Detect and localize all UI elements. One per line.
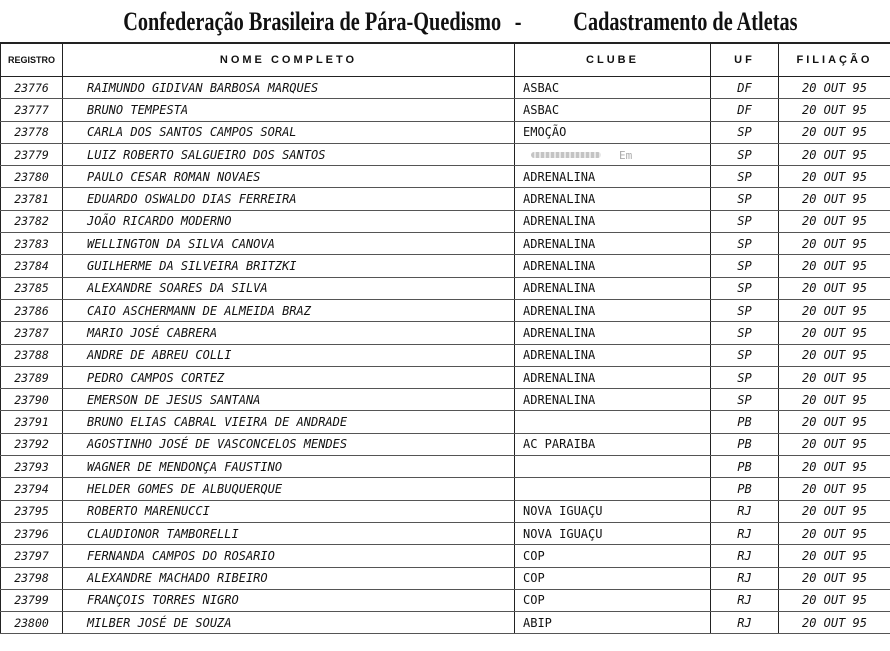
table-row <box>1 77 890 99</box>
table-row <box>1 277 890 299</box>
athletes-table <box>0 42 890 634</box>
table-row <box>1 389 890 411</box>
uf-cell: RJ <box>711 500 779 522</box>
uf-cell: SP <box>711 389 779 411</box>
clube-cell: ADRENALINA <box>515 255 711 277</box>
filiacao-cell: 20 OUT 95 <box>779 612 890 634</box>
uf-cell: PB <box>711 478 779 500</box>
filiacao-cell: 20 OUT 95 <box>779 255 890 277</box>
filiacao-cell: 20 OUT 95 <box>779 366 890 388</box>
nome-cell: JOÃO RICARDO MODERNO <box>63 210 515 232</box>
header-filiacao: FILIAÇÃO <box>779 43 890 77</box>
filiacao-cell: 20 OUT 95 <box>779 121 890 143</box>
clube-cell: ADRENALINA <box>515 277 711 299</box>
nome-cell: CARLA DOS SANTOS CAMPOS SORAL <box>63 121 515 143</box>
nome-cell: PEDRO CAMPOS CORTEZ <box>63 366 515 388</box>
uf-cell: SP <box>711 121 779 143</box>
nome-cell: FERNANDA CAMPOS DO ROSARIO <box>63 545 515 567</box>
table-row <box>1 255 890 277</box>
uf-cell: SP <box>711 299 779 321</box>
filiacao-cell: 20 OUT 95 <box>779 99 890 121</box>
clube-cell: ADRENALINA <box>515 344 711 366</box>
table-row <box>1 545 890 567</box>
registro-cell: 23791 <box>1 411 63 433</box>
table-body <box>1 77 890 634</box>
clube-cell: ADRENALINA <box>515 299 711 321</box>
filiacao-cell: 20 OUT 95 <box>779 500 890 522</box>
registro-cell: 23783 <box>1 233 63 255</box>
table-row <box>1 612 890 634</box>
clube-cell: ADRENALINA <box>515 166 711 188</box>
clube-cell: COP <box>515 589 711 611</box>
nome-cell: EDUARDO OSWALDO DIAS FERREIRA <box>63 188 515 210</box>
nome-cell: MILBER JOSÉ DE SOUZA <box>63 612 515 634</box>
table-row <box>1 121 890 143</box>
uf-cell: PB <box>711 456 779 478</box>
header-uf: UF <box>711 43 779 77</box>
filiacao-cell: 20 OUT 95 <box>779 589 890 611</box>
filiacao-cell: 20 OUT 95 <box>779 344 890 366</box>
filiacao-cell: 20 OUT 95 <box>779 77 890 99</box>
registro-cell: 23798 <box>1 567 63 589</box>
uf-cell: RJ <box>711 589 779 611</box>
nome-cell: GUILHERME DA SILVEIRA BRITZKI <box>63 255 515 277</box>
nome-cell: ROBERTO MARENUCCI <box>63 500 515 522</box>
registro-cell: 23793 <box>1 456 63 478</box>
clube-cell: COP <box>515 545 711 567</box>
clube-cell: ADRENALINA <box>515 322 711 344</box>
table-row <box>1 344 890 366</box>
filiacao-cell: 20 OUT 95 <box>779 411 890 433</box>
registro-cell: 23789 <box>1 366 63 388</box>
uf-cell: SP <box>711 188 779 210</box>
nome-cell: MARIO JOSÉ CABRERA <box>63 322 515 344</box>
nome-cell: ALEXANDRE MACHADO RIBEIRO <box>63 567 515 589</box>
table-row <box>1 322 890 344</box>
table-row <box>1 478 890 500</box>
uf-cell: SP <box>711 255 779 277</box>
registro-cell: 23800 <box>1 612 63 634</box>
clube-cell: NOVA IGUAÇU <box>515 522 711 544</box>
clube-cell: ADRENALINA <box>515 233 711 255</box>
uf-cell: SP <box>711 366 779 388</box>
nome-cell: LUIZ ROBERTO SALGUEIRO DOS SANTOS <box>63 143 515 165</box>
filiacao-cell: 20 OUT 95 <box>779 478 890 500</box>
clube-cell: ADRENALINA <box>515 389 711 411</box>
title-right: Cadastramento de Atletas <box>573 7 798 36</box>
registro-cell: 23785 <box>1 277 63 299</box>
clube-cell: ADRENALINA <box>515 188 711 210</box>
uf-cell: SP <box>711 277 779 299</box>
table-row <box>1 188 890 210</box>
registro-cell: 23786 <box>1 299 63 321</box>
table-row <box>1 522 890 544</box>
filiacao-cell: 20 OUT 95 <box>779 233 890 255</box>
scribble-mark <box>531 152 601 158</box>
clube-cell: ADRENALINA <box>515 210 711 232</box>
nome-cell: BRUNO ELIAS CABRAL VIEIRA DE ANDRADE <box>63 411 515 433</box>
clube-cell: NOVA IGUAÇU <box>515 500 711 522</box>
registro-cell: 23776 <box>1 77 63 99</box>
clube-cell: ADRENALINA <box>515 366 711 388</box>
table-row <box>1 456 890 478</box>
nome-cell: CLAUDIONOR TAMBORELLI <box>63 522 515 544</box>
scribble-text: Em <box>619 148 633 162</box>
header-nome: NOME COMPLETO <box>63 43 515 77</box>
filiacao-cell: 20 OUT 95 <box>779 322 890 344</box>
uf-cell: RJ <box>711 545 779 567</box>
nome-cell: RAIMUNDO GIDIVAN BARBOSA MARQUES <box>63 77 515 99</box>
uf-cell: RJ <box>711 522 779 544</box>
nome-cell: FRANÇOIS TORRES NIGRO <box>63 589 515 611</box>
nome-cell: WELLINGTON DA SILVA CANOVA <box>63 233 515 255</box>
nome-cell: PAULO CESAR ROMAN NOVAES <box>63 166 515 188</box>
filiacao-cell: 20 OUT 95 <box>779 433 890 455</box>
uf-cell: SP <box>711 166 779 188</box>
filiacao-cell: 20 OUT 95 <box>779 299 890 321</box>
title-left: Confederação Brasileira de Pára-Quedismo <box>123 7 502 36</box>
filiacao-cell: 20 OUT 95 <box>779 567 890 589</box>
clube-cell: COP <box>515 567 711 589</box>
clube-cell <box>515 143 711 165</box>
uf-cell: SP <box>711 233 779 255</box>
filiacao-cell: 20 OUT 95 <box>779 210 890 232</box>
uf-cell: SP <box>711 322 779 344</box>
uf-cell: PB <box>711 411 779 433</box>
table-row <box>1 433 890 455</box>
uf-cell: SP <box>711 210 779 232</box>
filiacao-cell: 20 OUT 95 <box>779 456 890 478</box>
uf-cell: SP <box>711 344 779 366</box>
registro-cell: 23779 <box>1 143 63 165</box>
nome-cell: CAIO ASCHERMANN DE ALMEIDA BRAZ <box>63 299 515 321</box>
clube-cell: ASBAC <box>515 77 711 99</box>
filiacao-cell: 20 OUT 95 <box>779 188 890 210</box>
uf-cell: SP <box>711 143 779 165</box>
table-row <box>1 210 890 232</box>
filiacao-cell: 20 OUT 95 <box>779 166 890 188</box>
registro-cell: 23797 <box>1 545 63 567</box>
table-row <box>1 366 890 388</box>
uf-cell: RJ <box>711 612 779 634</box>
filiacao-cell: 20 OUT 95 <box>779 143 890 165</box>
table-row <box>1 411 890 433</box>
registro-cell: 23788 <box>1 344 63 366</box>
filiacao-cell: 20 OUT 95 <box>779 389 890 411</box>
registro-cell: 23787 <box>1 322 63 344</box>
registro-cell: 23790 <box>1 389 63 411</box>
clube-cell <box>515 411 711 433</box>
nome-cell: AGOSTINHO JOSÉ DE VASCONCELOS MENDES <box>63 433 515 455</box>
nome-cell: ALEXANDRE SOARES DA SILVA <box>63 277 515 299</box>
nome-cell: EMERSON DE JESUS SANTANA <box>63 389 515 411</box>
filiacao-cell: 20 OUT 95 <box>779 522 890 544</box>
table-row <box>1 299 890 321</box>
registro-cell: 23796 <box>1 522 63 544</box>
clube-cell <box>515 456 711 478</box>
registro-cell: 23794 <box>1 478 63 500</box>
clube-cell <box>515 478 711 500</box>
nome-cell: WAGNER DE MENDONÇA FAUSTINO <box>63 456 515 478</box>
document-title <box>0 4 798 40</box>
nome-cell: ANDRE DE ABREU COLLI <box>63 344 515 366</box>
table-row <box>1 166 890 188</box>
table-row <box>1 143 890 165</box>
uf-cell: PB <box>711 433 779 455</box>
registro-cell: 23792 <box>1 433 63 455</box>
filiacao-cell: 20 OUT 95 <box>779 545 890 567</box>
table-row <box>1 589 890 611</box>
nome-cell: BRUNO TEMPESTA <box>63 99 515 121</box>
uf-cell: DF <box>711 99 779 121</box>
table-header-row <box>1 43 890 77</box>
table-row <box>1 500 890 522</box>
table-row <box>1 233 890 255</box>
uf-cell: RJ <box>711 567 779 589</box>
table-row <box>1 99 890 121</box>
registro-cell: 23795 <box>1 500 63 522</box>
registro-cell: 23780 <box>1 166 63 188</box>
clube-cell: EMOÇÃO <box>515 121 711 143</box>
registro-cell: 23777 <box>1 99 63 121</box>
filiacao-cell: 20 OUT 95 <box>779 277 890 299</box>
clube-cell: ASBAC <box>515 99 711 121</box>
header-registro: REGISTRO <box>1 43 63 77</box>
clube-cell: ABIP <box>515 612 711 634</box>
uf-cell: DF <box>711 77 779 99</box>
clube-cell: AC PARAIBA <box>515 433 711 455</box>
nome-cell: HELDER GOMES DE ALBUQUERQUE <box>63 478 515 500</box>
registro-cell: 23784 <box>1 255 63 277</box>
registro-cell: 23782 <box>1 210 63 232</box>
title-separator: - <box>514 7 522 36</box>
registro-cell: 23799 <box>1 589 63 611</box>
registro-cell: 23781 <box>1 188 63 210</box>
registro-cell: 23778 <box>1 121 63 143</box>
table-row <box>1 567 890 589</box>
header-clube: CLUBE <box>515 43 711 77</box>
